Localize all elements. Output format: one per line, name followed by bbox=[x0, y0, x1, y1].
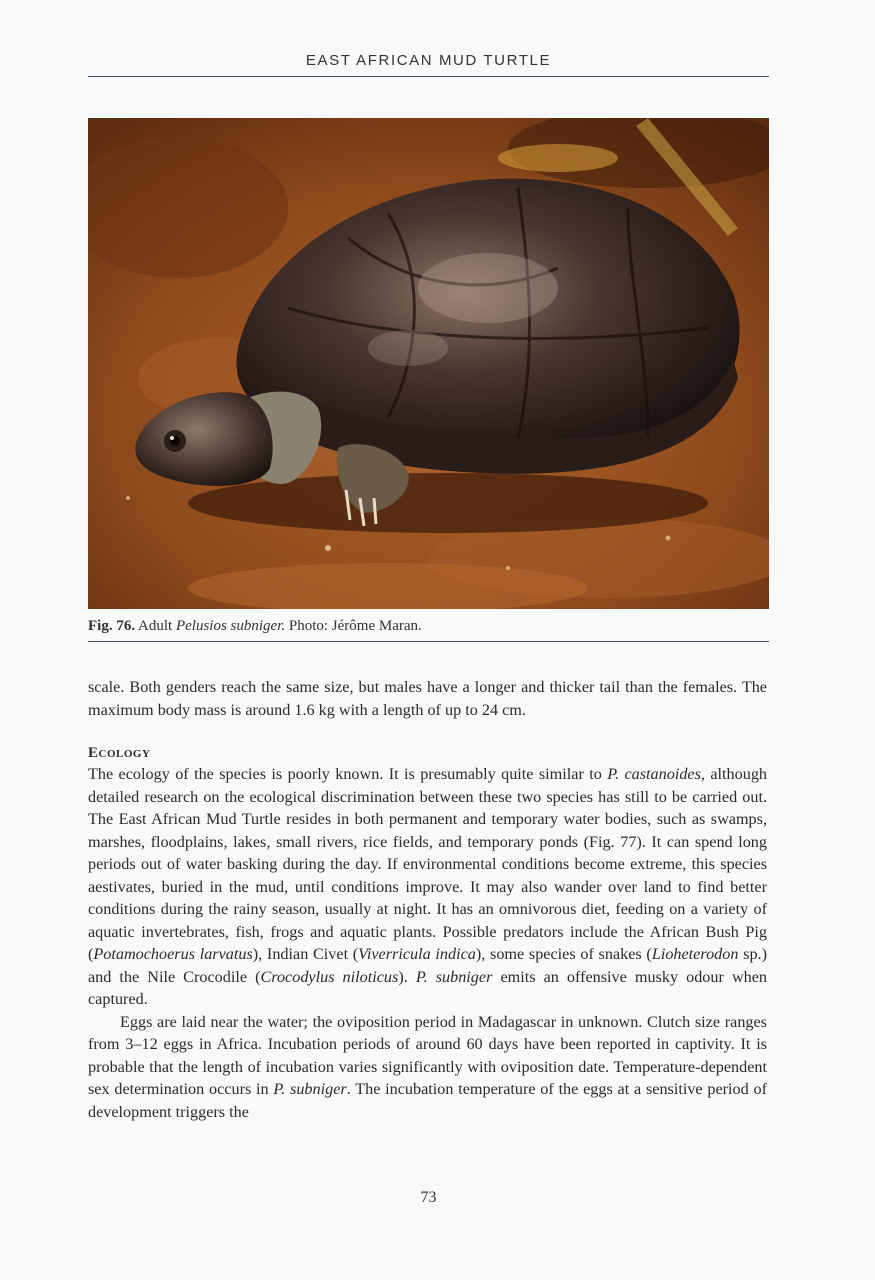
photo-credit: Photo: Jérôme Maran. bbox=[288, 618, 422, 634]
section-heading: Ecology bbox=[88, 745, 151, 761]
paragraph-1: scale. Both genders reach the same size, but males have a longer and thicker tail than the females. The maximum body mass is around 1.6 kg with a length of up to 24 cm. bbox=[88, 678, 767, 719]
header-rule bbox=[88, 76, 769, 77]
figure-caption bbox=[88, 618, 769, 635]
caption-species: Pelusios subniger. bbox=[175, 618, 286, 634]
page-number: 73 bbox=[420, 1189, 437, 1206]
body-text bbox=[88, 676, 767, 1123]
running-title: EAST AFRICAN MUD TURTLE bbox=[305, 52, 552, 69]
figure-label: Fig. 76. bbox=[88, 618, 136, 634]
turtle-photo bbox=[88, 118, 769, 609]
caption-rule bbox=[88, 641, 769, 642]
caption-prefix: Adult bbox=[138, 618, 173, 634]
paragraph-2: The ecology of the species is poorly known. It is presumably quite similar to P. castanoides, although detailed research on the ecological discrimination between these two species has still to be carried out. The East African Mud Turtle resides in both permanent and temporary water bodies, such as swamps, marshes, floodplains, lakes, small rivers, rice fields, and temporary ponds (Fig. 77). It can spend long periods out of water basking during the day. If environmental conditions become extreme, this species aestivates, buried in the mud, until conditions improve. It may also wander over land to find better conditions during the rainy season, usually at night. It has an omnivorous diet, feeding on a variety of aquatic invertebrates, fish, frogs and aquatic plants. Possible predators include the African Bush Pig (Potamochoerus larvatus), Indian Civet (Viverricula indica), some species of snakes (Lioheterodon sp.) and the Nile Crocodile (Crocodylus niloticus). P. subniger emits an offensive musky odour when captured. bbox=[88, 765, 768, 1008]
paragraph-3: Eggs are laid near the water; the oviposition period in Madagascar in unknown. Clutch size ranges from 3–12 eggs in Africa. Incubation periods of around 60 days have been reported in captivity. It is probable that the length of incubation varies significantly with oviposition date. Temperature-dependent sex determination occurs in P. subniger. The incubation temperature of the eggs at a sensitive period of development triggers the bbox=[88, 1012, 767, 1121]
